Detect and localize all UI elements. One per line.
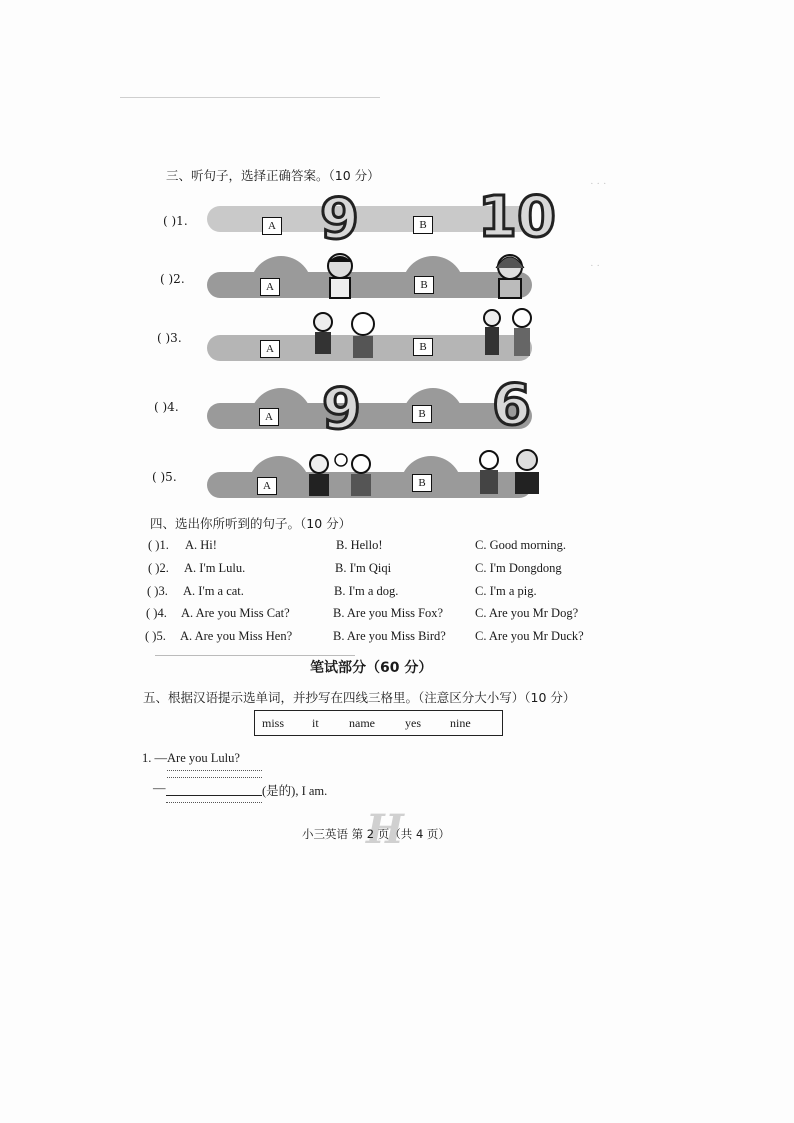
s3-item2-boy-figure: [320, 252, 360, 300]
s3-item5-a-label: A: [257, 477, 277, 495]
s3-item3-b-label: B: [413, 338, 433, 356]
s3-item3-fox-and-pig-figure: [305, 310, 385, 362]
s4-row3-option-c: C. I'm a pig.: [475, 584, 537, 598]
s3-item1-a-label: A: [262, 217, 282, 235]
s3-item5-animals-figure: [305, 452, 375, 502]
s5-q1-dash: —: [153, 781, 166, 795]
s3-item4-b-label: B: [412, 405, 432, 423]
bleed-text: · ·: [590, 260, 601, 272]
s3-item1-b-label: B: [413, 216, 433, 234]
word-bank-word-3: name: [349, 716, 375, 730]
s4-row3-num: ( )3.: [147, 584, 168, 598]
s3-item4-a-number: 9: [322, 377, 361, 442]
s4-row3-option-a: A. I'm a cat.: [183, 584, 244, 598]
s4-row1-option-b: B. Hello!: [336, 538, 383, 552]
s4-row1-num: ( )1.: [148, 538, 169, 552]
s3-item5-cat-and-dog-figure: [475, 448, 545, 500]
s3-item4-a-label: A: [259, 408, 279, 426]
s4-row5-option-a: A. Are you Miss Hen?: [180, 629, 293, 643]
s3-item1-num: ( )1.: [163, 214, 188, 228]
s4-row2-option-b: B. I'm Qiqi: [335, 561, 392, 575]
s4-row-1: [148, 538, 768, 556]
s4-row2-num: ( )2.: [148, 561, 169, 575]
s3-item3-a-label: A: [260, 340, 280, 358]
s4-row4-option-b: B. Are you Miss Fox?: [333, 606, 444, 620]
word-bank-word-2: it: [312, 716, 319, 730]
s3-item2-a-label: A: [260, 278, 280, 296]
word-bank-box: [254, 710, 503, 736]
s3-item2-girl-figure: [490, 252, 530, 300]
section5-title: 五、根据汉语提示选单词，并抄写在四线三格里。（注意区分大小写）（10 分）: [143, 690, 576, 705]
s5-q1-prompt: 1. —Are you Lulu?: [142, 751, 240, 765]
s4-row-2: [148, 561, 768, 579]
s3-item2-b-label: B: [414, 276, 434, 294]
s3-item1-a-number: 9: [320, 187, 359, 252]
s4-row4-option-a: A. Are you Miss Cat?: [181, 606, 290, 620]
s4-row5-option-b: B. Are you Miss Bird?: [333, 629, 446, 643]
s3-item4-num: ( )4.: [154, 400, 179, 414]
s5-q1-answer-line: [166, 795, 262, 796]
bleed-text: · · ·: [590, 178, 607, 190]
s4-row-5: [145, 629, 775, 647]
page-footer: 小三英语 第 2 页（共 4 页）: [302, 827, 450, 841]
s4-row1-option-a: A. Hi!: [185, 538, 217, 552]
s5-q1-hint: (是的), I am.: [262, 784, 328, 798]
section3-title: 三、听句子，选择正确答案。（10 分）: [166, 168, 380, 183]
section4-title: 四、选出你所听到的句子。（10 分）: [150, 516, 352, 531]
s4-row-3: [147, 584, 767, 602]
s4-row4-option-c: C. Are you Mr Dog?: [475, 606, 579, 620]
s4-row1-option-c: C. Good morning.: [475, 538, 566, 552]
s4-row2-option-a: A. I'm Lulu.: [184, 561, 246, 575]
s5-q1-guide-line: [166, 802, 262, 803]
word-bank-word-4: yes: [405, 716, 421, 730]
s3-item5-b-label: B: [412, 474, 432, 492]
s4-row3-option-b: B. I'm a dog.: [334, 584, 399, 598]
word-bank-word-1: miss: [262, 716, 285, 730]
s4-row-4: [146, 606, 776, 624]
s4-row4-num: ( )4.: [146, 606, 167, 620]
s3-item5-num: ( )5.: [152, 470, 177, 484]
s5-q1-guide-line: [167, 777, 262, 778]
s3-item4-b-number: 6: [492, 373, 531, 438]
s4-row5-option-c: C. Are you Mr Duck?: [475, 629, 584, 643]
s3-item1-b-number: 10: [478, 185, 556, 250]
watermark-mark: H: [366, 806, 404, 853]
top-rule: [120, 97, 380, 98]
word-bank-word-5: nine: [450, 716, 471, 730]
s3-item2-num: ( )2.: [160, 272, 185, 286]
written-part-title: 笔试部分（60 分）: [310, 660, 433, 676]
s4-row2-option-c: C. I'm Dongdong: [475, 561, 562, 575]
s4-row5-num: ( )5.: [145, 629, 166, 643]
s5-q1-guide-line: [167, 770, 262, 771]
s3-item3-girl-and-cat-figure: [478, 306, 538, 360]
s3-item3-num: ( )3.: [157, 331, 182, 345]
